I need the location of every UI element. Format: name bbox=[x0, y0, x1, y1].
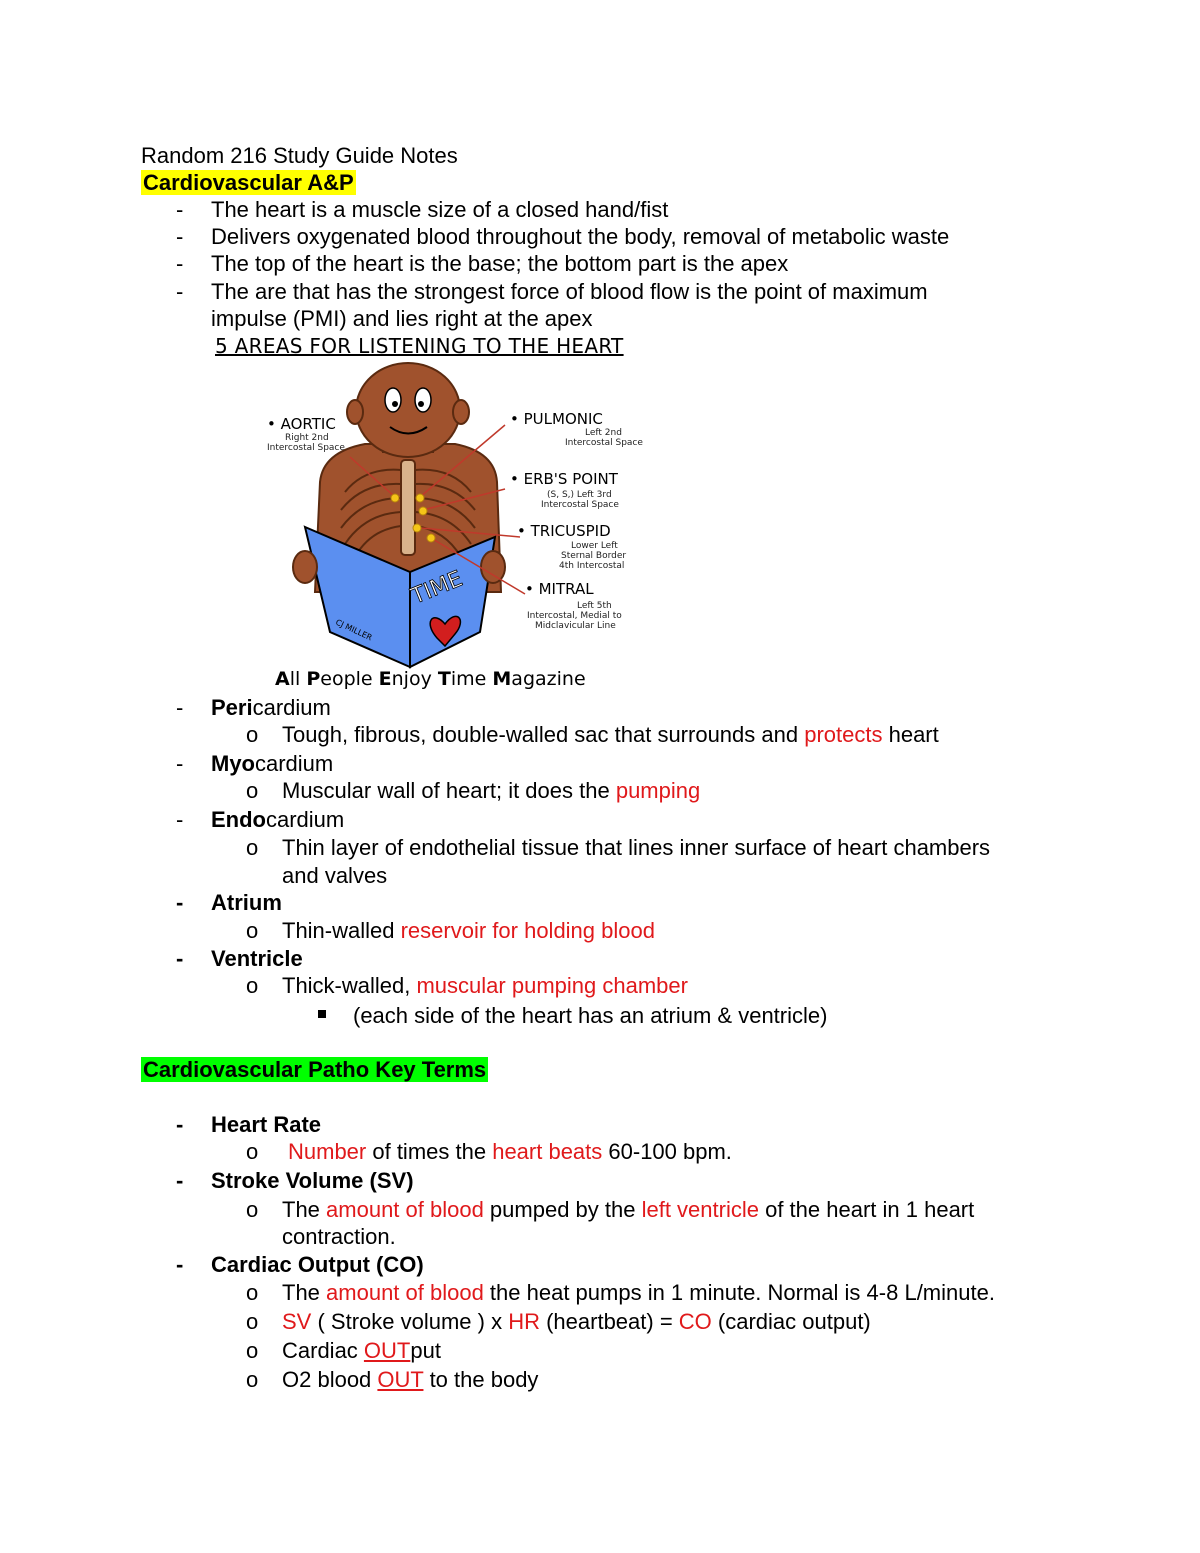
description-text: The amount of blood pumped by the left ventricle of the heart in 1 heart bbox=[282, 1197, 975, 1222]
section-heading-anatomy-text: Cardiovascular A&P bbox=[143, 170, 354, 195]
figure-title: 5 AREAS FOR LISTENING TO THE HEART bbox=[215, 334, 624, 358]
description-continuation: contraction. bbox=[282, 1224, 396, 1249]
dash-marker: - bbox=[176, 807, 184, 832]
head-shape bbox=[356, 363, 460, 457]
label-mitral: • MITRAL bbox=[525, 580, 594, 598]
dash-marker: - bbox=[176, 251, 184, 276]
left-ear bbox=[347, 400, 363, 424]
label-tricuspid: • TRICUSPID bbox=[517, 522, 611, 540]
figure-caption: All People Enjoy Time Magazine bbox=[275, 668, 586, 690]
circle-marker: o bbox=[246, 1139, 259, 1164]
label-tricuspid-sub1: Lower Left bbox=[571, 541, 618, 551]
dash-marker: - bbox=[176, 751, 184, 776]
dash-marker: - bbox=[176, 946, 184, 971]
term-label: Stroke Volume (SV) bbox=[211, 1168, 414, 1193]
description-continuation: and valves bbox=[282, 863, 388, 888]
circle-marker: o bbox=[246, 1309, 259, 1334]
right-eye bbox=[415, 388, 431, 412]
term-label: Endocardium bbox=[211, 807, 345, 832]
label-mitral-sub2: Intercostal, Medial to bbox=[527, 611, 622, 621]
cartoon-illustration bbox=[205, 332, 665, 697]
circle-marker: o bbox=[246, 1338, 259, 1363]
document-title: Random 216 Study Guide Notes bbox=[141, 143, 458, 168]
circle-marker: o bbox=[246, 1367, 259, 1392]
label-aortic-sub1: Right 2nd bbox=[285, 433, 329, 443]
label-pulmonic-sub2: Intercostal Space bbox=[565, 438, 643, 448]
bullet-text: Delivers oxygenated blood throughout the body, removal of metabolic waste bbox=[211, 224, 950, 249]
square-bullet-icon bbox=[318, 1010, 326, 1018]
term-label: Heart Rate bbox=[211, 1112, 322, 1137]
term-label: Cardiac Output (CO) bbox=[211, 1252, 424, 1277]
circle-marker: o bbox=[246, 1197, 259, 1222]
formula-text: SV ( Stroke volume ) x HR (heartbeat) = CO (cardiac output) bbox=[282, 1309, 871, 1334]
label-erbs-sub2: Intercostal Space bbox=[541, 500, 619, 510]
description-text: Number of times the heart beats 60-100 bpm. bbox=[288, 1139, 732, 1164]
dash-marker: - bbox=[176, 279, 184, 304]
term-label: Myocardium bbox=[211, 751, 334, 776]
description-text: Thin-walled reservoir for holding blood bbox=[282, 918, 655, 943]
bullet-text: The top of the heart is the base; the bottom part is the apex bbox=[211, 251, 789, 276]
dash-marker: - bbox=[176, 695, 184, 720]
label-aortic: • AORTIC bbox=[267, 415, 336, 433]
description-text: Thick-walled, muscular pumping chamber bbox=[282, 973, 688, 998]
bullet-continuation: impulse (PMI) and lies right at the apex bbox=[211, 306, 593, 331]
label-pulmonic-sub1: Left 2nd bbox=[585, 428, 622, 438]
dash-marker: - bbox=[176, 1112, 184, 1137]
circle-marker: o bbox=[246, 722, 259, 747]
dash-marker: - bbox=[176, 224, 184, 249]
note-text: (each side of the heart has an atrium & ventricle) bbox=[353, 1003, 828, 1028]
description-text: The amount of blood the heat pumps in 1 minute. Normal is 4-8 L/minute. bbox=[282, 1280, 995, 1305]
bullet-text: The are that has the strongest force of blood flow is the point of maximum bbox=[211, 279, 928, 304]
label-aortic-sub2: Intercostal Space bbox=[267, 443, 345, 453]
bullet-text: The heart is a muscle size of a closed hand/fist bbox=[211, 197, 669, 222]
label-tricuspid-sub2: Sternal Border bbox=[561, 551, 627, 561]
left-eye bbox=[385, 388, 401, 412]
label-pulmonic: • PULMONIC bbox=[510, 410, 603, 428]
circle-marker: o bbox=[246, 1280, 259, 1305]
section-heading-patho-text: Cardiovascular Patho Key Terms bbox=[143, 1057, 487, 1082]
section-heading-anatomy bbox=[141, 169, 356, 197]
dash-marker: - bbox=[176, 890, 184, 915]
label-tricuspid-sub3: 4th Intercostal bbox=[559, 561, 625, 571]
term-label: Atrium bbox=[211, 890, 282, 915]
label-erbs-sub1: (S, S,) Left 3rd bbox=[547, 490, 612, 500]
circle-marker: o bbox=[246, 778, 259, 803]
dash-marker: - bbox=[176, 197, 184, 222]
label-erbs-point: • ERB'S POINT bbox=[510, 470, 618, 488]
mnemonic-text: O2 blood OUT to the body bbox=[282, 1367, 539, 1392]
artist-signature: CJ MILLER bbox=[334, 617, 374, 643]
label-mitral-sub3: Midclavicular Line bbox=[535, 621, 616, 631]
term-label: Pericardium bbox=[211, 695, 331, 720]
description-text: Thin layer of endothelial tissue that lines inner surface of heart chambers bbox=[282, 835, 991, 860]
circle-marker: o bbox=[246, 973, 259, 998]
description-text: Muscular wall of heart; it does the pumping bbox=[282, 778, 701, 803]
circle-marker: o bbox=[246, 918, 259, 943]
description-text: Tough, fibrous, double-walled sac that surrounds and protects heart bbox=[282, 722, 939, 747]
book-title-text: TIME bbox=[407, 566, 467, 610]
right-pupil bbox=[418, 401, 424, 407]
heart-listening-figure bbox=[205, 332, 665, 697]
right-ear bbox=[453, 400, 469, 424]
circle-marker: o bbox=[246, 835, 259, 860]
dash-marker: - bbox=[176, 1252, 184, 1277]
mnemonic-text: Cardiac OUTput bbox=[282, 1338, 441, 1363]
right-hand bbox=[481, 551, 505, 583]
label-mitral-sub1: Left 5th bbox=[577, 601, 612, 611]
dash-marker: - bbox=[176, 1168, 184, 1193]
term-label: Ventricle bbox=[211, 946, 303, 971]
section-heading-patho bbox=[141, 1056, 488, 1084]
left-hand bbox=[293, 551, 317, 583]
left-pupil bbox=[392, 401, 398, 407]
